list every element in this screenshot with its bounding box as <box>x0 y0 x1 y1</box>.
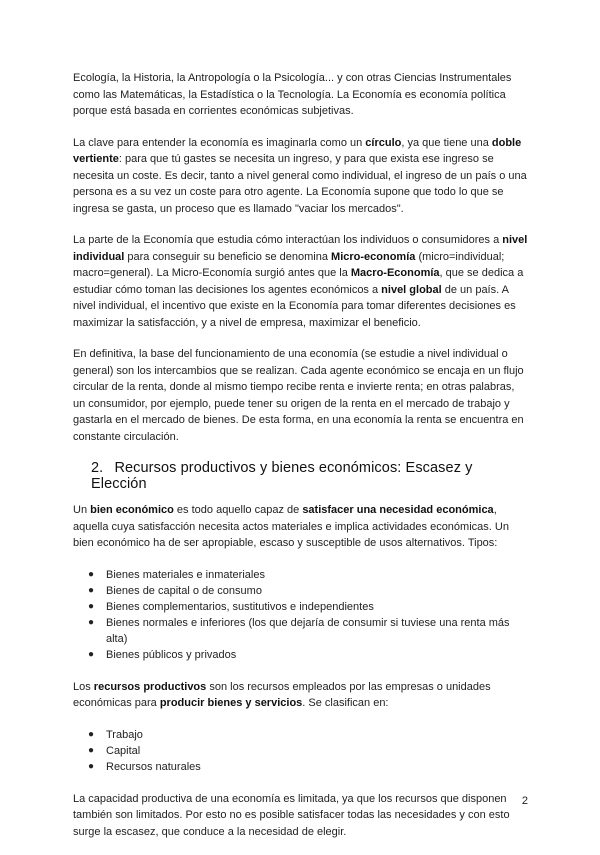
bullet-icon: ● <box>88 600 95 612</box>
text-run: (micro=individual; macro=general). La Micro-Economía surgió antes que la <box>73 250 505 279</box>
bold-term: nivel global <box>381 283 442 296</box>
bold-term: círculo <box>365 136 402 149</box>
text-run: , aquella cuya satisfacción necesita actos materiales e implica actividades económicas. Un bien económico ha de ser apropiable, escaso y susceptible de usos alternativos. Tipos: <box>73 504 509 549</box>
page-number: 2 <box>521 795 528 807</box>
body-paragraph <box>73 346 528 445</box>
text-run: : para que tú gastes se necesita un ingreso, y para que exista ese ingreso se necesita un coste. Es decir, tanto a nivel general como individual, el ingreso de un país o una persona es a su vez un coste para otro agente. La Economía supone que todo lo que se ingresa se gasta, un proceso que es llamado "vaciar los mercados". <box>73 153 527 215</box>
bullet-icon: ● <box>88 568 95 580</box>
list-item-text: Bienes normales e inferiores (los que dejaría de consumir si tuviese una renta más alta) <box>106 616 510 645</box>
escasez-paragraph <box>73 791 528 841</box>
list-item-text: Recursos naturales <box>106 760 201 773</box>
body-paragraph <box>73 135 528 218</box>
text-run: Un <box>73 504 91 516</box>
text-run: para conseguir su beneficio se denomina <box>124 250 332 263</box>
bien-economico-paragraph <box>73 502 528 552</box>
list-item <box>73 615 528 647</box>
section-number: 2. <box>91 460 104 476</box>
list-item-text: Capital <box>106 744 141 757</box>
bold-term: Micro-economía <box>331 250 416 263</box>
text-run: Los <box>73 680 94 693</box>
text-run: En definitiva, la base del funcionamiento de una economía (se estudie a nivel individual o general) son los intercambios que se realizan. Cada agente económico se encaja en un flujo circular de la renta, donde al mismo tiempo recibe renta e invierte renta; en otras palabras, un consumidor, por ejemplo, puede tener su origen de la renta en el mercado de trabajo y gastarla en el mercado de bienes. De esta forma, en una economía la renta se encuentra en constante circulación. <box>73 348 524 443</box>
list-item-text: Bienes públicos y privados <box>106 648 237 661</box>
list-item-text: Bienes materiales e inmateriales <box>106 568 265 581</box>
list-item <box>73 727 528 743</box>
document-page <box>73 70 528 855</box>
text-run: es todo aquello capaz de <box>173 504 303 516</box>
text-run: , que se dedica a estudiar cómo toman las decisiones los agentes económicos a <box>73 267 524 296</box>
bold-term: producir bienes y servicios <box>159 697 303 709</box>
list-item-text: Bienes complementarios, sustitutivos e independientes <box>106 600 374 613</box>
bienes-list <box>73 567 528 663</box>
bold-term: bien económico <box>90 504 174 516</box>
bold-term: Macro-Economía <box>350 267 440 279</box>
list-item <box>73 567 528 583</box>
text-run: La clave para entender la economía es imaginarla como un <box>73 136 366 149</box>
text-run: Ecología, la Historia, la Antropología o la Psicología... y con otras Ciencias Instrumentales como las Matemáticas, la Estadística o la Tecnología. La Economía es economía política porque está basada en corrientes económicas subjetivas. <box>73 72 512 117</box>
intro-paragraphs <box>73 70 528 445</box>
section-heading <box>91 460 528 492</box>
list-item <box>73 647 528 663</box>
bullet-icon: ● <box>88 744 95 756</box>
text-run: son los recursos empleados por las empresas o unidades económicas para <box>73 680 491 709</box>
list-item-text: Trabajo <box>106 728 143 741</box>
section-title: Recursos productivos y bienes económicos: Escasez y Elección <box>91 460 473 492</box>
bullet-icon: ● <box>88 760 95 772</box>
bold-term: satisfacer una necesidad económica <box>302 504 494 516</box>
text-run: de un país. A nivel individual, el incentivo que existe en la Economía para tomar diferentes decisiones es maximizar la satisfacción, y a nivel de empresa, maximizar el beneficio. <box>73 283 516 329</box>
text-run: La capacidad productiva de una economía es limitada, ya que los recursos que disponen también son limitados. Por esto no es posible satisfacer todas las necesidades y con esto surge la escasez, que conduce a la necesidad de elegir. <box>73 792 510 838</box>
list-item <box>73 743 528 759</box>
list-item <box>73 759 528 775</box>
list-item-text: Bienes de capital o de consumo <box>106 584 262 597</box>
list-item <box>73 583 528 599</box>
bullet-icon: ● <box>88 616 95 628</box>
text-run: , ya que tiene una <box>401 136 492 149</box>
bold-term: doble vertiente <box>73 136 522 165</box>
bullet-icon: ● <box>88 648 95 660</box>
body-paragraph <box>73 232 528 331</box>
bold-term: nivel individual <box>73 234 528 263</box>
bullet-icon: ● <box>88 584 95 596</box>
recursos-list <box>73 727 528 775</box>
recursos-productivos-paragraph <box>73 679 528 712</box>
body-paragraph <box>73 70 528 120</box>
list-item <box>73 599 528 615</box>
bold-term: recursos productivos <box>93 680 207 693</box>
bullet-icon: ● <box>88 728 95 740</box>
text-run: La parte de la Economía que estudia cómo interactúan los individuos o consumidores a <box>73 234 503 246</box>
text-run: . Se clasifican en: <box>302 697 389 709</box>
